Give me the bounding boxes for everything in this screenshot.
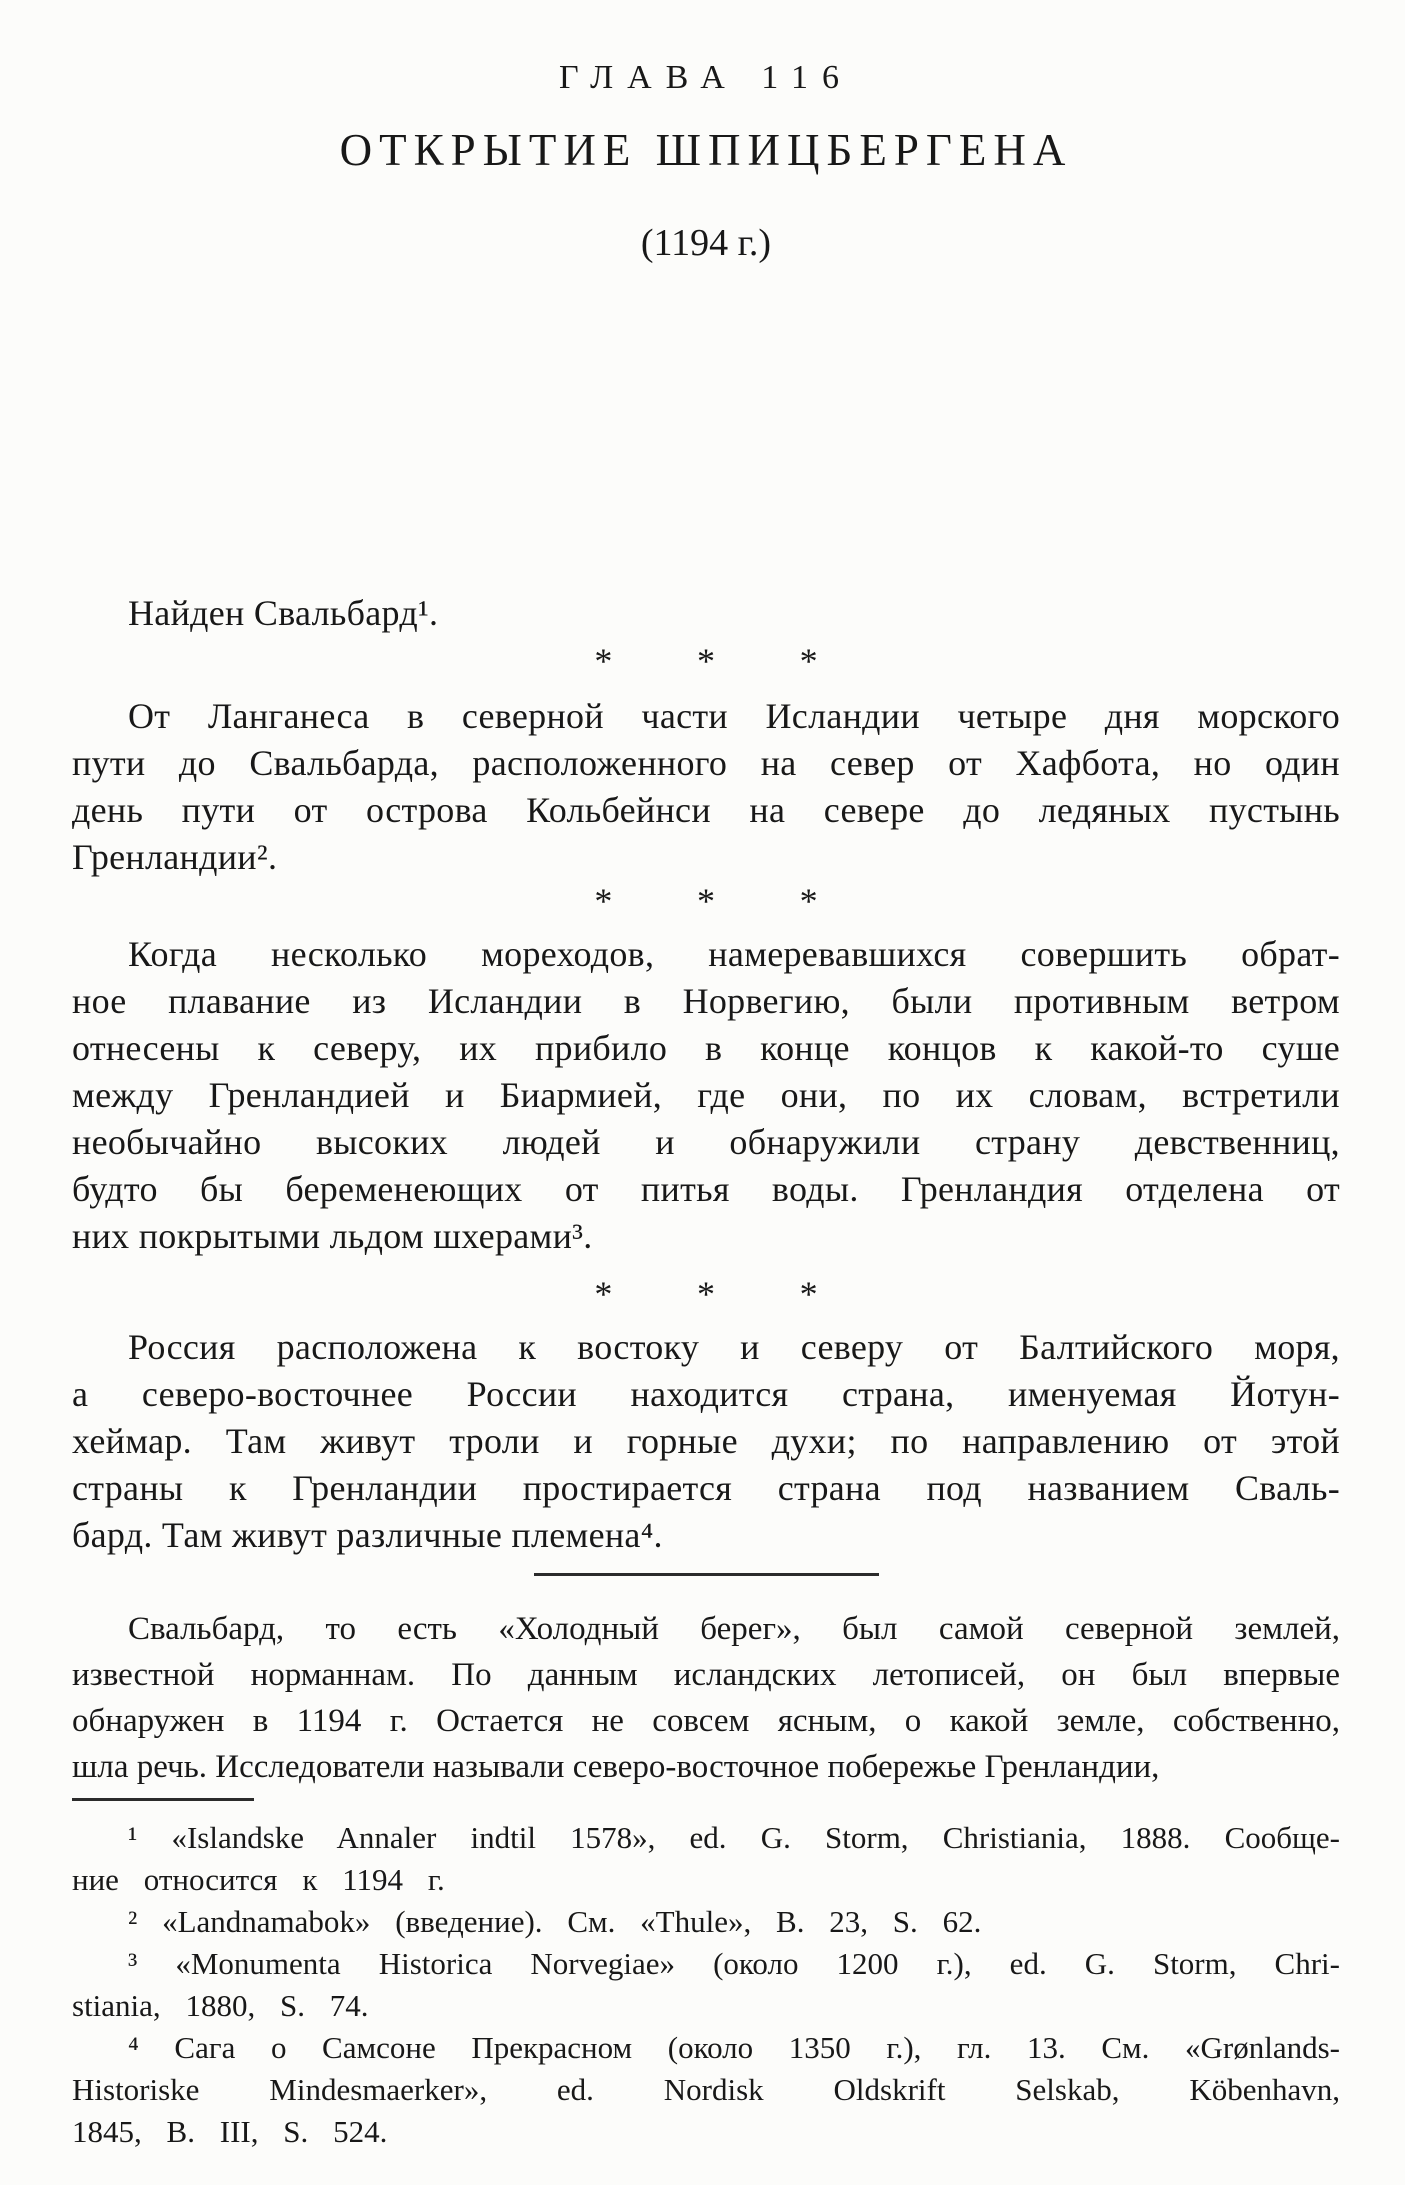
footnote-line: ⁴ Сага о Самсоне Прекрасном (около 1350 г.), гл. 13. См. «Grønlands- bbox=[128, 2030, 1340, 2065]
text-line: Россия расположена к востоку и северу от Балтийского моря, bbox=[128, 1327, 1340, 1367]
text-line: бард. Там живут различные племена⁴. bbox=[72, 1515, 663, 1555]
text-line: обнаружен в 1194 г. Остается не совсем ясным, о какой земле, собственно, bbox=[72, 1703, 1340, 1739]
paragraph-3 bbox=[72, 931, 1340, 1260]
text-line: Свальбард, то есть «Холодный берег», был самой северной землей, bbox=[128, 1611, 1340, 1647]
text-line: отнесены к северу, их прибило в конце концов к какой-то суше bbox=[72, 1028, 1340, 1068]
footnote-line: ¹ «Islandske Annaler indtil 1578», ed. G. Storm, Christiania, 1888. Сообще- bbox=[128, 1820, 1340, 1855]
commentary-paragraph bbox=[72, 1606, 1340, 1790]
paragraph-1 bbox=[72, 590, 1340, 637]
text-line: пути до Свальбарда, расположенного на север от Хафбота, но один bbox=[72, 743, 1340, 783]
text-line: Гренландии². bbox=[72, 837, 278, 877]
footnote-divider bbox=[72, 1798, 254, 1801]
text-line: день пути от острова Кольбейнси на севере до ледяных пустынь bbox=[72, 790, 1340, 830]
footnote-3 bbox=[72, 1943, 1340, 2027]
chapter-date: (1194 г.) bbox=[640, 222, 772, 264]
text-line: страны к Гренландии простирается страна под названием Сваль- bbox=[72, 1468, 1340, 1508]
footnote-1 bbox=[72, 1817, 1340, 1901]
asterisk-separator: * * * bbox=[594, 641, 818, 681]
text-line: шла речь. Исследователи называли северо-восточное побережье Гренландии, bbox=[72, 1749, 1160, 1785]
footnote-line: ние относится к 1194 г. bbox=[72, 1862, 445, 1897]
text-line: Найден Свальбард¹. bbox=[128, 593, 439, 633]
footnote-2 bbox=[72, 1901, 1340, 1943]
text-line: От Ланганеса в северной части Исландии четыре дня морского bbox=[128, 696, 1340, 736]
asterisk-separator: * * * bbox=[594, 881, 818, 921]
section-divider bbox=[534, 1573, 879, 1576]
footnote-line: stiania, 1880, S. 74. bbox=[72, 1988, 369, 2023]
chapter-label: ГЛАВА 116 bbox=[558, 59, 854, 96]
asterisk-separator: * * * bbox=[594, 1274, 818, 1314]
text-line: необычайно высоких людей и обнаружили страну девственниц, bbox=[72, 1122, 1340, 1162]
text-line: известной норманнам. По данным исландских летописей, он был впервые bbox=[72, 1657, 1340, 1693]
text-line: будто бы беременеющих от питья воды. Гренландия отделена от bbox=[72, 1169, 1340, 1209]
paragraph-4 bbox=[72, 1324, 1340, 1559]
text-line: а северо-восточнее России находится страна, именуемая Йотун- bbox=[72, 1374, 1340, 1414]
text-line: ное плавание из Исландии в Норвегию, были противным ветром bbox=[72, 981, 1340, 1021]
paragraph-2 bbox=[72, 693, 1340, 881]
footnote-line: ² «Landnamabok» (введение). См. «Thule», B. 23, S. 62. bbox=[128, 1904, 982, 1939]
text-line: между Гренландией и Биармией, где они, по их словам, встретили bbox=[72, 1075, 1340, 1115]
text-line: хеймар. Там живут троли и горные духи; по направлению от этой bbox=[72, 1421, 1340, 1461]
footnote-line: ³ «Monumenta Historica Norvegiae» (около 1200 г.), ed. G. Storm, Chri- bbox=[128, 1946, 1340, 1981]
page-title: ОТКРЫТИЕ ШПИЦБЕРГЕНА bbox=[339, 125, 1073, 175]
text-line: них покрытыми льдом шхерами³. bbox=[72, 1216, 593, 1256]
footnote-line: 1845, B. III, S. 524. bbox=[72, 2114, 388, 2149]
footnote-line: Historiske Mindesmaerker», ed. Nordisk Oldskrift Selskab, Köbenhavn, bbox=[72, 2072, 1340, 2107]
text-line: Когда несколько мореходов, намеревавшихся совершить обрат- bbox=[128, 934, 1340, 974]
footnote-4 bbox=[72, 2027, 1340, 2153]
